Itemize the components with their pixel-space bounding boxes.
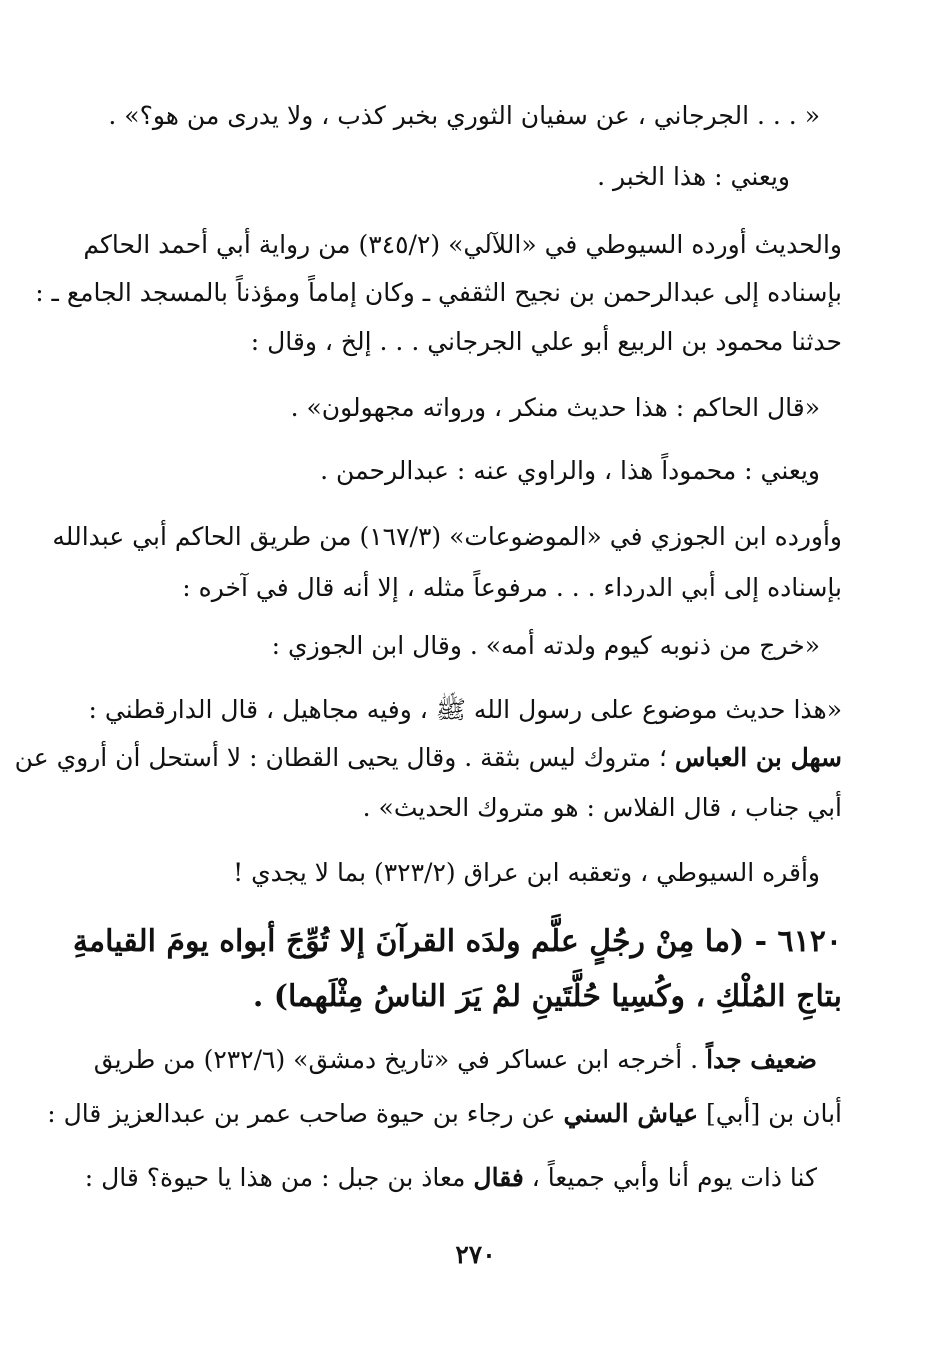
hadith-line-2: بتاجِ المُلْكِ ، وكُسِيا حُلَّتَينِ لمْ يَرَ الناسُ مِثْلَهما) . [252, 979, 842, 1014]
text-line-16-start: أبان بن [أبي] [698, 1099, 842, 1128]
text-line-8: وأورده ابن الجوزي في «الموضوعات» (١٦٧/٣) من طريق الحاكم أبي عبدالله [52, 522, 842, 551]
text-line-5: حدثنا محمود بن الربيع أبو علي الجرجاني . . . إلخ ، وقال : [250, 327, 842, 356]
text-line-14: وأقره السيوطي ، وتعقبه ابن عراق (٣٢٣/٢) بما لا يجدي ! [233, 858, 820, 887]
text-line-12 [14, 738, 842, 778]
text-line-1: « . . . الجرجاني ، عن سفيان الثوري بخبر كذب ، ولا يدرى من هو؟» . [108, 101, 820, 130]
text-line-15-rest: . أخرجه ابن عساكر في «تاريخ دمشق» (٢٣٢/٦) من طريق [93, 1045, 707, 1074]
text-line-10: «خرج من ذنوبه كيوم ولدته أمه» . وقال ابن الجوزي : [271, 631, 820, 660]
text-line-16 [47, 1094, 842, 1134]
text-line-4: بإسناده إلى عبدالرحمن بن نجيح الثقفي ـ وكان إماماً ومؤذناً بالمسجد الجامع ـ : [35, 278, 842, 307]
text-line-17-rest: معاذ بن جبل : من هذا يا حيوة؟ قال : [84, 1163, 474, 1192]
grading-label: ضعيف جداً [706, 1045, 817, 1074]
hadith-line-1: ٦١٢٠ - (ما مِنْ رجُلٍ علَّم ولدَه القرآنَ إلا تُوِّجَ أبواه يومَ القيامةِ [72, 924, 842, 959]
text-line-3: والحديث أورده السيوطي في «اللآلي» (٣٤٥/٢) من رواية أبي أحمد الحاكم [83, 230, 842, 259]
text-line-16-rest: عن رجاء بن حيوة صاحب عمر بن عبدالعزيز قال : [47, 1099, 564, 1128]
narrator-name: سهل بن العباس [674, 743, 842, 772]
text-line-7: ويعني : محموداً هذا ، والراوي عنه : عبدالرحمن . [320, 456, 820, 485]
emphasis-word: فقال [473, 1163, 524, 1192]
text-line-12-rest: ؛ متروك ليس بثقة . وقال يحيى القطان : لا أستحل أن أروي عن [14, 743, 675, 772]
text-line-15 [93, 1040, 817, 1080]
text-line-17-start: كنا ذات يوم أنا وأبي جميعاً ، [523, 1163, 817, 1192]
text-line-17 [84, 1158, 817, 1198]
narrator-name-2: عياش السني [563, 1099, 699, 1128]
page-number: ٢٧٠ [455, 1240, 496, 1269]
text-line-13: أبي جناب ، قال الفلاس : هو متروك الحديث» . [362, 793, 842, 822]
text-line-11: «هذا حديث موضوع على رسول الله ﷺ ، وفيه مجاهيل ، قال الدارقطني : [88, 695, 842, 724]
text-line-9: بإسناده إلى أبي الدرداء . . . مرفوعاً مثله ، إلا أنه قال في آخره : [182, 573, 842, 602]
text-line-6: «قال الحاكم : هذا حديث منكر ، ورواته مجهولون» . [290, 393, 820, 422]
text-line-2: ويعني : هذا الخبر . [597, 162, 790, 191]
